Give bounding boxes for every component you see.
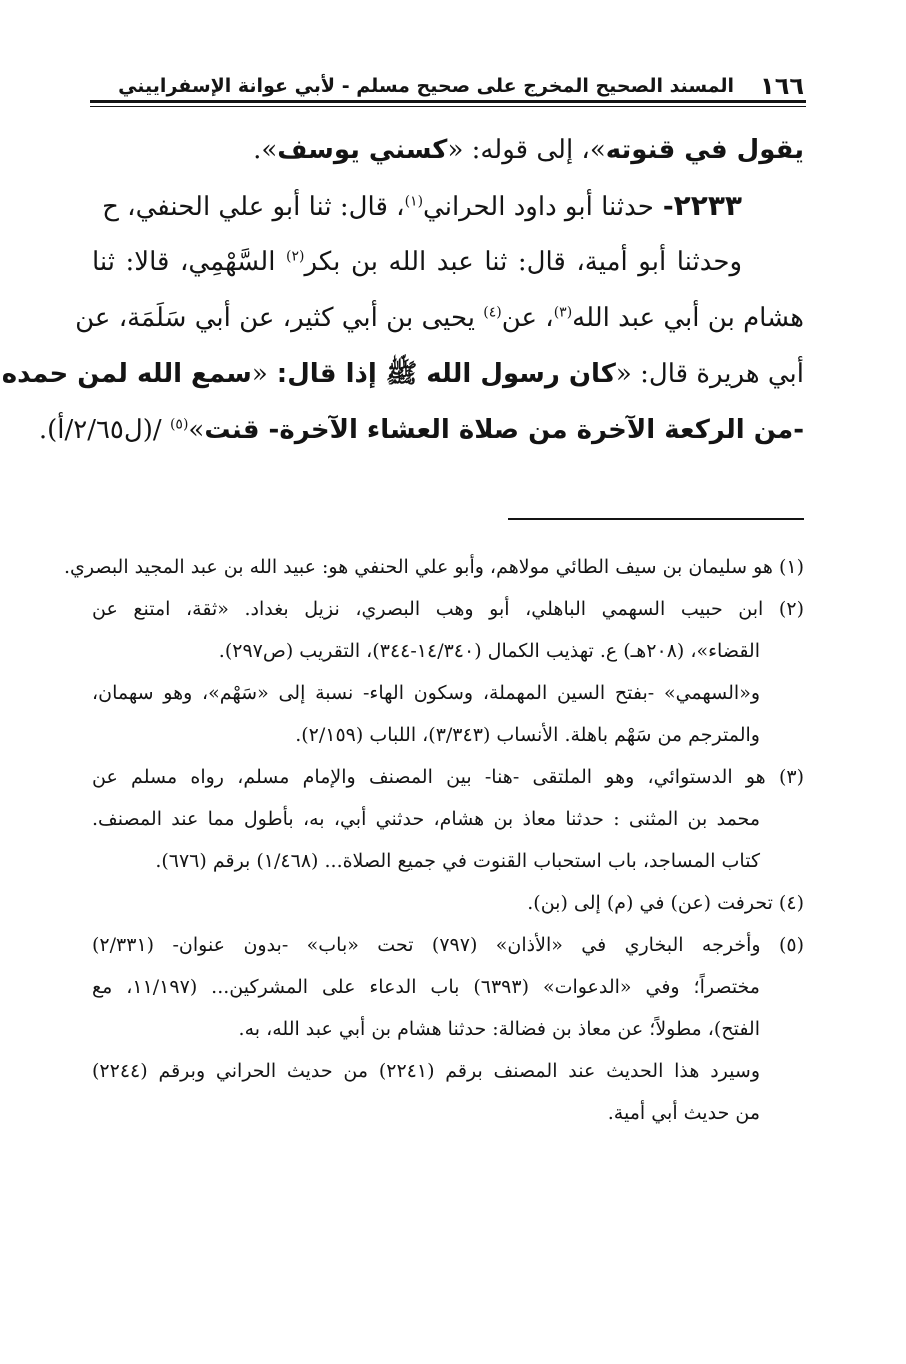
text-span: هشام بن أبي عبد الله bbox=[572, 303, 804, 333]
text-line-1 bbox=[92, 122, 804, 178]
footnote-1-line: (١) هو سليمان بن سيف الطائي مولاهم، وأبو علي الحنفي هو: عبيد الله بن عبد المجيد البصري. bbox=[63, 556, 804, 578]
text-span: يحيى بن أبي كثير، عن أبي سَلَمَة، عن bbox=[75, 303, 484, 333]
footnote-ref-3: (٣) bbox=[553, 304, 573, 321]
header-rule-thick bbox=[90, 100, 806, 103]
footnote-ref-5: (٥) bbox=[169, 416, 189, 433]
footnote-ref-1: (١) bbox=[404, 193, 424, 210]
text-span: السَّهْمِي، قالا: ثنا bbox=[92, 247, 286, 277]
text-span: أبي هريرة قال: « bbox=[615, 359, 804, 389]
bold-phrase: كسني يوسف bbox=[277, 135, 448, 165]
footnote-2-line: والمترجم من سَهْم باهلة. الأنساب (٣/٣٤٣)، اللباب (٢/١٥٩). bbox=[295, 724, 760, 746]
footnote-ref-4: (٤) bbox=[483, 304, 502, 321]
text-span: ، عن bbox=[501, 303, 554, 333]
footnote-2-line: (٢) ابن حبيب السهمي الباهلي، أبو وهب البصري، نزيل بغداد. «ثقة، امتنع عن bbox=[92, 598, 804, 620]
text-line-4 bbox=[75, 290, 804, 346]
hadith-number: ٢٢٣٣ bbox=[673, 189, 742, 222]
page-number: ١٦٦ bbox=[760, 72, 804, 100]
footnote-5-line: وسيرد هذا الحديث عند المصنف برقم (٢٢٤١) من حديث الحراني وبرقم (٢٢٤٤) bbox=[92, 1060, 760, 1082]
bold-phrase: -من الركعة الآخرة من صلاة العشاء الآخرة- قنت bbox=[204, 415, 804, 445]
text-line-6 bbox=[38, 402, 804, 458]
running-title: المسند الصحيح المخرج على صحيح مسلم - لأبي عوانة الإسفراييني bbox=[118, 75, 735, 97]
footnote-5-line: الفتح)، مطولاً؛ عن معاذ بن فضالة: حدثنا هشام بن أبي عبد الله، به. bbox=[238, 1018, 760, 1040]
text-line-3 bbox=[92, 234, 804, 290]
bold-phrase: كان رسول الله ﷺ إذا قال: bbox=[267, 359, 616, 389]
running-header bbox=[92, 66, 804, 100]
dash: - bbox=[653, 192, 674, 222]
footnote-ref-2: (٢) bbox=[286, 248, 305, 265]
text-span: » bbox=[188, 415, 205, 445]
header-rule-thin bbox=[90, 106, 806, 107]
footnotes bbox=[63, 546, 805, 1134]
text-span: »، إلى قوله: « bbox=[447, 135, 606, 165]
text-span: « bbox=[251, 359, 268, 389]
footnote-5-line: من حديث أبي أمية. bbox=[607, 1102, 760, 1124]
footnote-3-line: (٣) هو الدستوائي، وهو الملتقى -هنا- بين المصنف والإمام مسلم، رواه مسلم عن bbox=[92, 766, 804, 788]
bold-phrase: سمع الله لمن حمده bbox=[1, 359, 252, 389]
footnote-2-line: القضاء»، (٢٠٨هـ) ع. تهذيب الكمال (١٤/٣٤٠-٣٤٤)، التقريب (ص٢٩٧). bbox=[218, 640, 760, 662]
text-line-5 bbox=[1, 346, 804, 402]
footnote-4-line: (٤) تحرفت (عن) في (م) إلى (بن). bbox=[527, 892, 804, 914]
text-line-2 bbox=[92, 178, 804, 234]
footnote-separator bbox=[508, 518, 804, 520]
footnote-3-line: كتاب المساجد، باب استحباب القنوت في جميع الصلاة... (١/٤٦٨) برقم (٦٧٦). bbox=[155, 850, 760, 872]
hadith-text bbox=[1, 122, 804, 458]
footnote-3-line: محمد بن المثنى : حدثنا معاذ بن هشام، حدثني أبي، به، بأطول مما عند المصنف. bbox=[92, 808, 760, 830]
footnote-5-line: مختصراً؛ وفي «الدعوات» (٦٣٩٣) باب الدعاء على المشركين... (١١/١٩٧، مع bbox=[92, 976, 760, 998]
footnote-2-line: و«السهمي» -بفتح السين المهملة، وسكون الهاء- نسبة إلى «سَهْم»، وهو سهمان، bbox=[92, 682, 760, 704]
text-span: ». bbox=[253, 135, 278, 165]
bold-phrase: يقول في قنوته bbox=[605, 135, 804, 165]
text-span: ، قال: ثنا أبو علي الحنفي، ح bbox=[102, 192, 405, 222]
manuscript-folio-ref: /(ل٢/٦٥/أ). bbox=[38, 415, 170, 445]
text-span: حدثنا أبو داود الحراني bbox=[423, 192, 654, 222]
text-span: وحدثنا أبو أمية، قال: ثنا عبد الله بن بكر bbox=[304, 247, 742, 277]
footnote-5-line: (٥) وأخرجه البخاري في «الأذان» (٧٩٧) تحت «باب» -بدون عنوان- (٢/٣٣١) bbox=[92, 934, 805, 956]
